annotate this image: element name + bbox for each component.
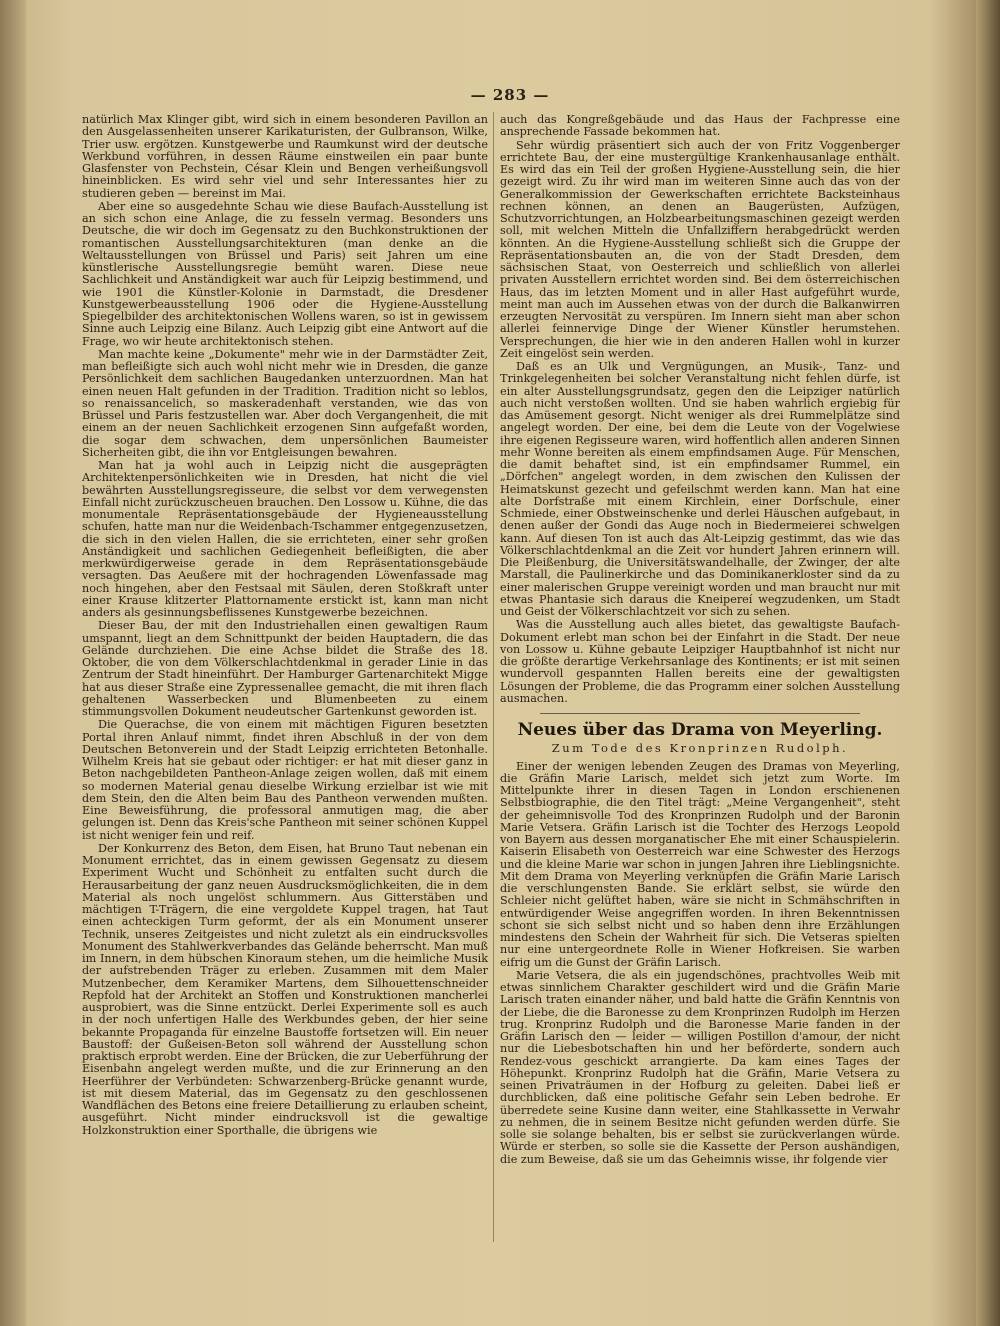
article-title: Neues über das Drama von Meyerling.: [517, 720, 883, 740]
left-paragraph: Man hat ja wohl auch in Leipzig nicht die ausgeprägten Architektenpersönlichkeiten wie in Dresden, hat nicht die viel bewährten Ausstellungsregisseure, die selbst vor dem verwegensten Einfall nicht zurückzuscheuen brauchen. Den Lossow u. Kühne, die das monumentale Repräsentationsgebäude der Hygieneausstellung schufen, hatte man nur die Weidenbach-Tschammer entgegenzusetzen, die sich in den vielen Hallen, die sie errichteten, einer sehr großen Anständigkeit und sachlichen Gediegenheit befleißigten, die aber merkwürdigerweise gerade in dem Repräsentationsgebäude versagten. Das Aeußere mit der hochragenden Löwenfassade mag noch hingehen, aber den Festsaal mit Säulen, deren Stoßkraft unter einer Krause klitzerter Plattornamente erstickt ist, kann man nicht anders als gesinnungsbeflissenes Kunstgewerbe bezeichnen.: [82, 459, 488, 619]
left-paragraph: Der Konkurrenz des Beton, dem Eisen, hat Bruno Taut nebenan ein Monument errichtet, das in einem gewissen Gegensatz zu diesem Experiment Wucht und Schönheit zu entfalten sucht durch die Herausarbeitung der ganz neuen Ausdrucksmöglichkeiten, die in dem Material als noch ungelöst schlummern. Aus Gitterstäben und mächtigen T-Trägern, die eine vergoldete Kuppel tragen, hat Taut einen achteckigen Turm geformt, der als ein Monument unserer Technik, unseres Zeitgeistes und nicht zuletzt als ein eindrucksvolles Monument des Stahlwerkverbandes das Gelände beherrscht. Man muß im Innern, in dem hübschen Kinoraum stehen, um die heimliche Musik der aufstrebenden Träger zu erleben. Zusammen mit dem Maler Mutzenbecher, dem Keramiker Martens, dem Silhouettenschneider Repfold hat der Architekt an Stoffen und Konstruktionen mancherlei ausprobiert, was die Sinne entzückt. Derlei Experimente soll es auch in der noch unfertigen Halle des Werkbundes geben, der hier seine bekannte Propaganda für einzelne Baustoffe fortsetzen will. Ein neuer Baustoff: der Gußeisen-Beton soll während der Ausstellung schon praktisch erprobt werden. Eine der Brücken, die zur Ueberführung der Eisenbahn angelegt werden mußte, und die zur Erinnerung an den Heerführer der Verbündeten: Schwarzenberg-Brücke genannt wurde, ist mit diesem Material, das im Gegensatz zu den geschlossenen Wandflächen des Betons eine freiere Detaillierung zu erlauben scheint, ausgeführt. Nicht minder eindrucksvoll ist die gewaltige Holzkonstruktion einer Sporthalle, die übrigens wie: [82, 841, 488, 1137]
page-edge: [976, 0, 1000, 1326]
article-separator: [540, 713, 860, 714]
left-paragraph: Die Querachse, die von einem mit mächtigen Figuren besetzten Portal ihren Anlauf nimmt, findet ihren Abschluß in der von dem Deutschen Betonverein und der Stadt Leipzig errichteten Betonhalle. Wilhelm Kreis hat sie gebaut oder richtiger: er hat mit dieser ganz in Beton nachgebildeten Pantheon-Anlage zeigen wollen, daß mit einem so modernen Material genau dieselbe Wirkung erzielbar ist wie mit dem Stein, den die Alten beim Bau des Pantheon verwenden mußten. Eine Beweisführung, die professoral anmutigen mag, die aber gelungen ist. Denn das Kreis'sche Pantheon mit seiner schönen Kuppel ist nicht weniger fein und reif.: [82, 718, 488, 842]
left-paragraph: Aber eine so ausgedehnte Schau wie diese Baufach-Ausstellung ist an sich schon eine Anlage, die zu fesseln vermag. Besonders uns Deutsche, die wir doch im Gegensatz zu den Buchkonstruktionen der romantischen Ausstellungsarchitekturen (man denke an die Weltausstellungen von Brüssel und Paris) seit Jahren um eine künstlerische Ausstellungsregie bemüht waren. Diese neue Sachlichkeit und Anständigkeit war auch für Leipzig bestimmend, und wie 1901 die Künstler-Kolonie in Darmstadt, die Dresdener Kunstgewerbeausstellung 1906 oder die Hygiene-Ausstellung Spiegelbilder des architektonischen Wollens waren, so ist in gewissem Sinne auch Leipzig eine Bilanz. Auch Leipzig gibt eine Antwort auf die Frage, wo wir heute architektonisch stehen.: [82, 199, 488, 348]
left-column: [82, 114, 488, 1244]
page-number: — 283 —: [470, 86, 550, 104]
right-paragraph: Daß es an Ulk und Vergnügungen, an Musik-, Tanz- und Trinkgelegenheiten bei solcher Veranstaltung nicht fehlen dürfe, ist ein alter Ausstellungsgrundsatz, gegen den die Leipziger natürlich auch nicht verstoßen wollten. Und sie haben wahrlich ergiebig für das Amüsement gesorgt. Nicht weniger als drei Rummelplätze sind angelegt worden. Der eine, bei dem die Leute von der Vogelwiese ihre eigenen Regisseure waren, wird hoffentlich allen anderen Sinnen mehr Wonne bereiten als einem empfindsamen Auge. Für Menschen, die damit behaftet sind, ist ein empfindsamer Rummel, ein „Dörfchen" angelegt worden, in dem zwischen den Kulissen der Heimatskunst gezecht und gefeilschmt werden kann. Man hat eine alte Dorfstraße mit einem Kirchlein, einer Dorfschule, einer Schmiede, einer Obstweinschenke und derlei Häuschen aufgebaut, in denen außer der Gondi das Auge noch in Biedermeierei schwelgen kann. Auf diesen Ton ist auch das Alt-Leipzig gestimmt, das wie das Völkerschlachtdenkmal an die Zeit vor hundert Jahren erinnern will. Die Pleißenburg, die Universitätswandelhalle, der Zwinger, der alte Marstall, die Paulinerkirche und das Dominikanerkloster sind da zu einer malerischen Gruppe vereinigt worden und man braucht nur mit etwas Phantasie sich daraus die Kneipereí wegzudenken, um Stadt und Geist der Völkerschlachtzeit vor sich zu sehen.: [500, 360, 900, 618]
right-paragraph: Sehr würdig präsentiert sich auch der von Fritz Voggenberger errichtete Bau, der eine mustergültige Krankenhausanlage enthält. Es wird das ein Teil der großen Hygiene-Ausstellung sein, die hier gezeigt wird. Zu ihr wird man im weiteren Sinne auch das von der Generalkommission der Gewerkschaften errichtete Backsteinhaus rechnen können, an denen an Baugerüsten, Aufzügen, Schutzvorrichtungen, an Holzbearbeitungsmaschinen gezeigt werden soll, mit welchen Mitteln die Unfallziffern herabgedrückt werden könnten. An die Hygiene-Ausstellung schließt sich die Gruppe der Repräsentationsbauten an, die von der Stadt Dresden, dem sächsischen Staat, von Oesterreich und schließlich von allerlei privaten Ausstellern errichtet worden sind. Bei dem österreichischen Haus, das im letzten Moment und in aller Hast aufgeführt wurde, meint man auch im Aussehen etwas von der durch die Balkanwirren erzeugten Nervosität zu verspüren. Im Innern sieht man aber schon allerlei feinnervige Dinge der Wiener Künstler herumstehen. Versprechungen, die hier wie in den anderen Hallen wohl in kurzer Zeit eingelöst sein werden.: [500, 138, 900, 360]
column-divider: [493, 112, 494, 1242]
left-paragraph: Dieser Bau, der mit den Industriehallen einen gewaltigen Raum umspannt, liegt an dem Schnittpunkt der beiden Hauptadern, die das Gelände durchziehen. Die eine Achse bildet die Straße des 18. Oktober, die von dem Völkerschlachtdenkmal in gerader Linie in das Zentrum der Stadt hineinführt. Der Hamburger Gartenarchitekt Migge hat aus dieser Straße eine Zypressenallee gemacht, die mit ihren flach gehaltenen Wasserbecken und Blumenbeeten zu einem stimmungsvollen Dokument neudeutscher Gartenkunst geworden ist.: [82, 619, 488, 718]
left-paragraph: natürlich Max Klinger gibt, wird sich in einem besonderen Pavillon an den Ausgelassenheiten unserer Karikaturisten, der Gulbranson, Wilke, Trier usw. ergötzen. Kunstgewerbe und Raumkunst wird der deutsche Werkbund vorführen, in dessen Räume einstweilen ein paar bunte Glasfenster von Pechstein, César Klein und Bengen verheißungsvoll hineinblicken. Es wird sehr viel und sehr Interessantes hier zu studieren geben — bereinst im Mai.: [82, 114, 488, 200]
article-subtitle: Zum Tode des Kronprinzen Rudolph.: [551, 741, 849, 756]
binding-gutter: [0, 0, 26, 1326]
right-column: [500, 114, 900, 1244]
right-paragraph: Was die Ausstellung auch alles bietet, das gewaltigste Baufach-Dokument erlebt man schon bei der Einfahrt in die Stadt. Der neue von Lossow u. Kühne gebaute Leipziger Hauptbahnhof ist nicht nur die größte derartige Verkehrsanlage des Kontinents; er ist mit seinen wundervoll gespannten Hallen bereits eine der gewaltigsten Lösungen der Probleme, die das Programm einer solchen Ausstellung ausmachen.: [500, 618, 900, 705]
right-paragraph: auch das Kongreßgebäude und das Haus der Fachpresse eine ansprechende Fassade bekommen hat.: [500, 114, 900, 139]
article-paragraph: Marie Vetsera, die als ein jugendschönes, prachtvolles Weib mit etwas sinnlichem Charakter geschildert wird und die Gräfin Marie Larisch traten einander näher, und bald hatte die Gräfin Kenntnis von der Liebe, die die Baronesse zu dem Kronprinzen Rudolph im Herzen trug. Kronprinz Rudolph und die Baronesse Marie fanden in der Gräfin Larisch den — leider — willigen Postillon d'amour, der nicht nur die Liebesbotschaften hin und her beförderte, sondern auch Rendez-vous geschickt arrangierte. Da kam eines Tages der Höhepunkt. Kronprinz Rudolph hat die Gräfin, Marie Vetsera zu seinen Privaträumen in der Hofburg zu geleiten. Dabei ließ er durchblicken, daß eine politische Gefahr sein Leben bedrohe. Er überredete seine Kusine dann weiter, eine Stahlkassette in Verwahr zu nehmen, die in seinem Besitze nicht gefunden werden dürfe. Sie solle sie solange behalten, bis er selbst sie zurückverlangen würde. Würde er sterben, so solle sie die Kassette der Person aushändigen, die zum Beweise, daß sie um das Geheimnis wisse, ihr folgende vier: [500, 968, 900, 1166]
left-paragraph: Man machte keine „Dokumente" mehr wie in der Darmstädter Zeit, man befleißigte sich auch wohl nicht mehr wie in Dresden, die ganze Persönlichkeit dem sachlichen Baugedanken unterzuordnen. Man hat einen neuen Halt gefunden in der Tradition. Tradition nicht so leblos, so renaissancelich, so maskeradenhaft verstanden, wie das von Brüssel und Paris festzustellen war. Aber doch Vergangenheit, die mit einem an der neuen Sachlichkeit erzogenen Sinn aufgefaßt worden, die sogar dem schwachen, dem unpersönlichen Baumeister Sicherheiten gibt, die ihn vor Entgleisungen bewahren.: [82, 347, 488, 459]
article-paragraph: Einer der wenigen lebenden Zeugen des Dramas von Meyerling, die Gräfin Marie Larisch, meldet sich jetzt zum Worte. Im Mittelpunkte ihrer in diesen Tagen in London erschienenen Selbstbiographie, die den Titel trägt: „Meine Vergangenheit", steht der geheimnisvolle Tod des Kronprinzen Rudolph und der Baronin Marie Vetsera. Gräfin Larisch ist die Tochter des Herzogs Leopold von Bayern aus dessen morganatischer Ehe mit einer Schauspielerin. Kaiserin Elisabeth von Oesterreich war eine Schwester des Herzogs und die kleine Marie war schon in jungen Jahren ihre Lieblingsnichte. Mit dem Drama von Meyerling verknüpfen die Gräfin Marie Larisch die verschlungensten Bande. Sie erklärt selbst, sie würde den Schleier nicht gelüftet haben, wäre sie nicht in Schmähschriften in entwürdigender Weise angegriffen worden. In ihren Bekenntnissen schont sie sich selbst nicht und so haben denn ihre Erzählungen mindestens den Schein der Wahrheit für sich. Die Vetseras spielten nur eine untergeordnete Rolle in Wiener Hofkreisen. Sie warben eifrig um die Gunst der Gräfin Larisch.: [500, 759, 900, 969]
